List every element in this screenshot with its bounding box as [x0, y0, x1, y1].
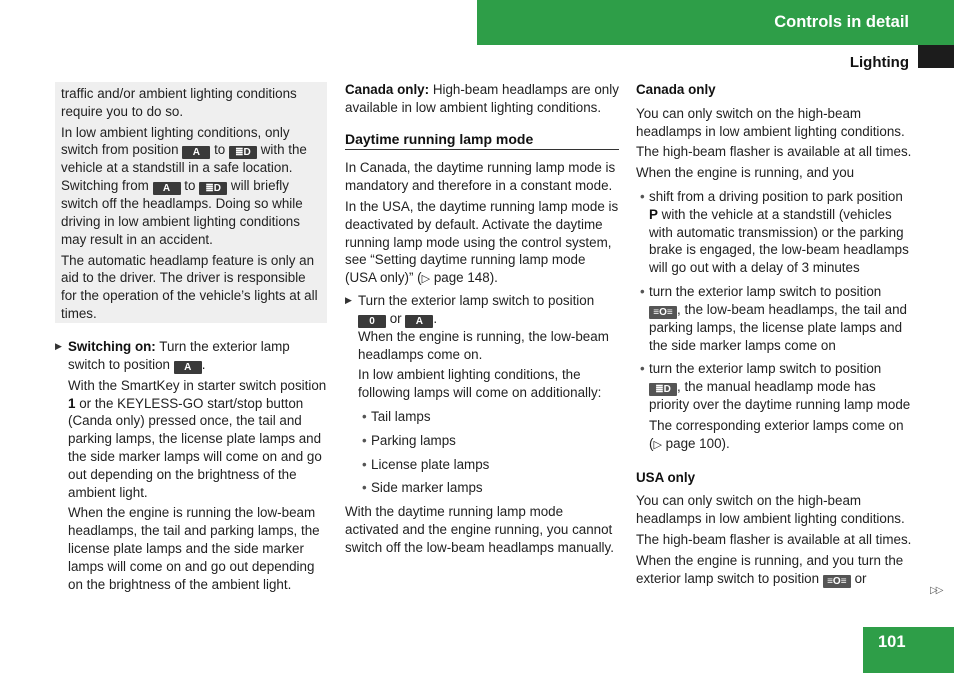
paragraph: You can only switch on the high-beam headlamps in low ambient lighting conditions.	[636, 105, 905, 139]
paragraph: In Canada, the daytime running lamp mode is mandatory and therefore in a constant mode.	[345, 160, 616, 194]
paragraph: With the SmartKey in starter switch position 1 or the KEYLESS-GO start/stop button (Canda only) pressed once, the tail and parking lamps, the license plate lamps and the side marker lamps will come on and go out depending on the brightness of the ambient light.	[68, 377, 327, 500]
column-2-body	[345, 81, 619, 557]
list-item: • Parking lamps	[362, 432, 456, 448]
page-number: 101	[878, 633, 906, 651]
page-ref-icon: ▷	[653, 438, 662, 451]
page-number-box	[863, 627, 954, 673]
subheading-usa: USA only	[636, 469, 696, 485]
note-box	[55, 82, 327, 323]
list-item: • License plate lamps	[362, 456, 490, 472]
column-1-body	[55, 338, 328, 596]
paragraph: When the engine is running the low-beam headlamps, the tail and parking lamps, the license plate lamps and the side marker lamps will come on and go out depending on the brightness of the ambient light.	[68, 505, 320, 592]
paragraph: You can only switch on the high-beam headlamps in low ambient lighting conditions.	[636, 493, 905, 527]
paragraph: When the engine is running, and you turn the exterior lamp switch to position ≡O≡ or	[636, 552, 904, 587]
subheading-canada: Canada only	[636, 82, 716, 97]
note-paragraph: In low ambient lighting conditions, only switch from position A to ≣D with the vehicle at a standstill in a safe location. Switching from A to ≣D will briefly switch off the headlamps. Doing so while driving in low ambient lighting conditions may result in an accident.	[61, 124, 307, 247]
step-arrow-icon: ▶	[345, 294, 352, 305]
note-paragraph: The automatic headlamp feature is only an aid to the driver. The driver is responsible for the operation of the vehicle’s lights at all times.	[61, 252, 318, 321]
auto-position-icon: A	[182, 146, 210, 159]
low-beam-icon: ≣D	[229, 146, 257, 159]
continue-icon: ▷▷	[930, 585, 942, 596]
auto-position-icon: A	[405, 315, 433, 328]
step-turn-switch: ▶ Turn the exterior lamp switch to position 0 or A . When the engine is running, the low-beam headlamps come on.	[345, 292, 609, 362]
paragraph: The high-beam flasher is available at all times.	[636, 144, 912, 160]
paragraph: The corresponding exterior lamps come on (▷ page 100).	[649, 417, 904, 451]
note-paragraph: traffic and/or ambient lighting conditions require you to do so.	[61, 86, 297, 119]
step-arrow-icon: ▶	[55, 341, 62, 351]
parking-lamp-icon: ≡O≡	[823, 575, 851, 588]
off-position-icon: 0	[358, 315, 386, 328]
parking-lamp-icon: ≡O≡	[649, 306, 677, 319]
chapter-title: Controls in detail	[774, 13, 909, 31]
page-ref-icon: ▷	[421, 273, 431, 286]
section-tab	[918, 45, 954, 68]
list-item: • turn the exterior lamp switch to position ≣D , the manual headlamp mode has priority over the daytime running lamp mode	[640, 361, 911, 413]
column-3-body	[636, 81, 912, 588]
paragraph: The high-beam flasher is available at all times.	[636, 531, 912, 547]
auto-position-icon: A	[174, 361, 202, 374]
list-item: • Side marker lamps	[362, 480, 483, 496]
paragraph: When the engine is running, and you	[636, 165, 855, 181]
list-item: • turn the exterior lamp switch to position ≡O≡ , the low-beam headlamps, the tail and parking lamps, the license plate lamps and the side marker lamps come on	[640, 283, 908, 353]
section-title: Lighting	[849, 54, 909, 71]
step-switching-on: ▶ Switching on: Turn the exterior lamp switch to position A .	[55, 339, 290, 373]
paragraph: In the USA, the daytime running lamp mode is deactivated by default. Activate the daytime running lamp mode using the control system, see “Setting daytime running lamp mode (USA only)” (▷ page 148).	[345, 198, 619, 286]
paragraph: Canada only: High-beam headlamps are only available in low ambient lighting conditions.	[345, 82, 619, 115]
list-item: • shift from a driving position to park position P with the vehicle at a standstill (vehicles with automatic transmission) or the parking brake is engaged, the low-beam headlamps will go out with a delay of 3 minutes	[640, 188, 909, 276]
paragraph: In low ambient lighting conditions, the following lamps will come on additionally:	[358, 367, 602, 401]
low-beam-icon: ≣D	[649, 383, 677, 396]
auto-position-icon: A	[153, 182, 181, 195]
low-beam-icon: ≣D	[199, 182, 227, 195]
paragraph: With the daytime running lamp mode activated and the engine running, you cannot switch off the low-beam headlamps manually.	[345, 504, 614, 555]
list-item: • Tail lamps	[362, 408, 431, 424]
section-heading: Daytime running lamp mode	[345, 131, 619, 151]
